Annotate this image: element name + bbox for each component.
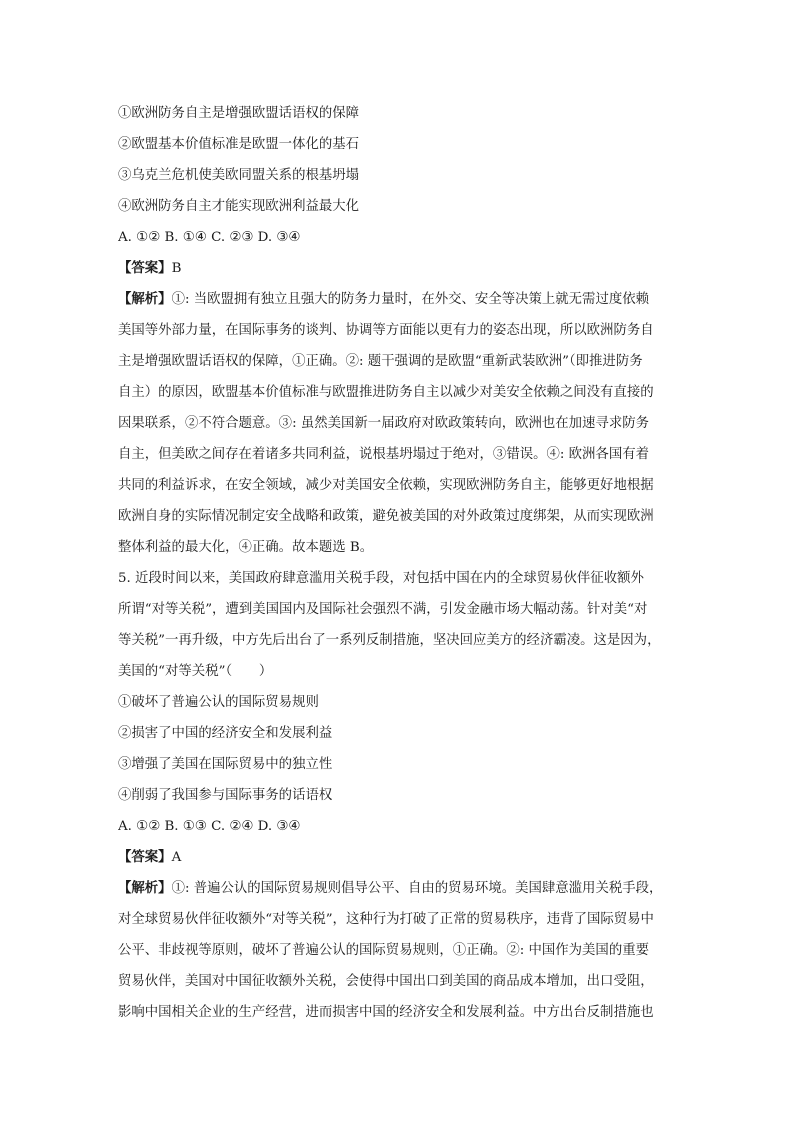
q4-option-2: ②欧盟基本价值标准是欧盟一体化的基石 [118, 137, 360, 152]
q4-analysis-text-1: ①: 当欧盟拥有独立且强大的防务力量时，在外交、安全等决策上就无需过度依赖 [171, 292, 649, 307]
q4-analysis-line-1 [118, 284, 688, 315]
q5-analysis-line-4: 贸易伙伴，美国对中国征收额外关税，会使得中国出口到美国的商品成本增加，出口受阻， [118, 974, 654, 989]
q4-analysis-label: 【解析】 [118, 291, 172, 307]
q4-analysis-line-4: 自主）的原因，欧盟基本价值标准与欧盟推进防务自主以减少对美安全依赖之间没有直接的 [118, 385, 654, 400]
q5-analysis-line-5: 影响中国相关企业的生产经营，进而损害中国的经济安全和发展利益。中方出台反制措施也 [118, 1005, 654, 1020]
document-page [118, 98, 688, 1028]
q4-answer-value: B [171, 261, 182, 276]
q5-option-1: ①破坏了普遍公认的国际贸易规则 [118, 695, 319, 710]
q5-analysis-line-3: 公平、非歧视等原则，破坏了普遍公认的国际贸易规则，①正确。②: 中国作为美国的重要 [118, 943, 649, 958]
q4-analysis [118, 284, 688, 563]
q5-analysis-text-1: ①: 普遍公认的国际贸易规则倡导公平、自由的贸易环境。美国肆意滥用关税手段， [171, 881, 663, 896]
q5-analysis-line-2: 对全球贸易伙伴征收额外“对等关税”，这种行为打破了正常的贸易秩序，违背了国际贸易中 [118, 912, 654, 927]
q4-analysis-line-9: 整体利益的最大化，④正确。故本题选 B。 [118, 540, 374, 555]
q5-stem-line-4: 美国的“对等关税”（ ） [118, 664, 273, 679]
q4-option-3: ③乌克兰危机使美欧同盟关系的根基坍塌 [118, 168, 360, 183]
q5-options [118, 687, 688, 811]
q5-option-2: ②损害了中国的经济安全和发展利益 [118, 726, 333, 741]
q4-analysis-line-5: 因果联系，②不符合题意。③: 虽然美国新一届政府对欧政策转向，欧洲也在加速寻求防务 [118, 416, 649, 431]
q5-stem-line-2: 所谓“对等关税”，遭到美国国内及国际社会强烈不满，引发金融市场大幅动荡。针对美“对 [118, 602, 648, 617]
q4-analysis-line-3: 主是增强欧盟话语权的保障，①正确。②: 题干强调的是欧盟“重新武装欧洲”（即推进防务 [118, 354, 643, 369]
q5-stem-line-3: 等关税”一再升级，中方先后出台了一系列反制措施，坚决回应美方的经济霸凌。这是因为， [118, 633, 661, 648]
q4-option-1: ①欧洲防务自主是增强欧盟话语权的保障 [118, 106, 360, 121]
q5-option-4: ④削弱了我国参与国际事务的话语权 [118, 788, 333, 803]
q4-analysis-line-2: 美国等外部力量，在国际事务的谈判、协调等方面能以更有力的姿态出现，所以欧洲防务自 [118, 323, 654, 338]
q5-option-3: ③增强了美国在国际贸易中的独立性 [118, 757, 333, 772]
q5-stem-line-1: 5. 近段时间以来，美国政府肆意滥用关税手段，对包括中国在内的全球贸易伙伴征收额外 [118, 571, 644, 586]
q5-answer [118, 842, 688, 873]
q4-choices: A. ①② B. ①④ C. ②③ D. ③④ [118, 230, 301, 245]
q5-analysis-label: 【解析】 [118, 880, 172, 896]
q4-analysis-line-6: 自主，但美欧之间存在着诸多共同利益，说根基坍塌过于绝对，③错误。④: 欧洲各国有着 [118, 447, 649, 462]
q5-choices: A. ①② B. ①③ C. ②④ D. ③④ [118, 819, 301, 834]
q4-options [118, 98, 688, 222]
q4-answer-label: 【答案】 [118, 260, 172, 276]
q4-answer [118, 253, 688, 284]
q5-answer-value: A [171, 850, 182, 865]
q4-option-4: ④欧洲防务自主才能实现欧洲利益最大化 [118, 199, 360, 214]
q5-stem [118, 563, 688, 687]
q5-analysis [118, 873, 688, 1028]
q5-analysis-line-1 [118, 873, 688, 904]
q5-answer-label: 【答案】 [118, 849, 172, 865]
q4-analysis-line-8: 欧洲自身的实际情况制定安全战略和政策，避免被美国的对外政策过度绑架，从而实现欧洲 [118, 509, 654, 524]
q4-analysis-line-7: 共同的利益诉求，在安全领域，减少对美国安全依赖，实现欧洲防务自主，能够更好地根据 [118, 478, 654, 493]
